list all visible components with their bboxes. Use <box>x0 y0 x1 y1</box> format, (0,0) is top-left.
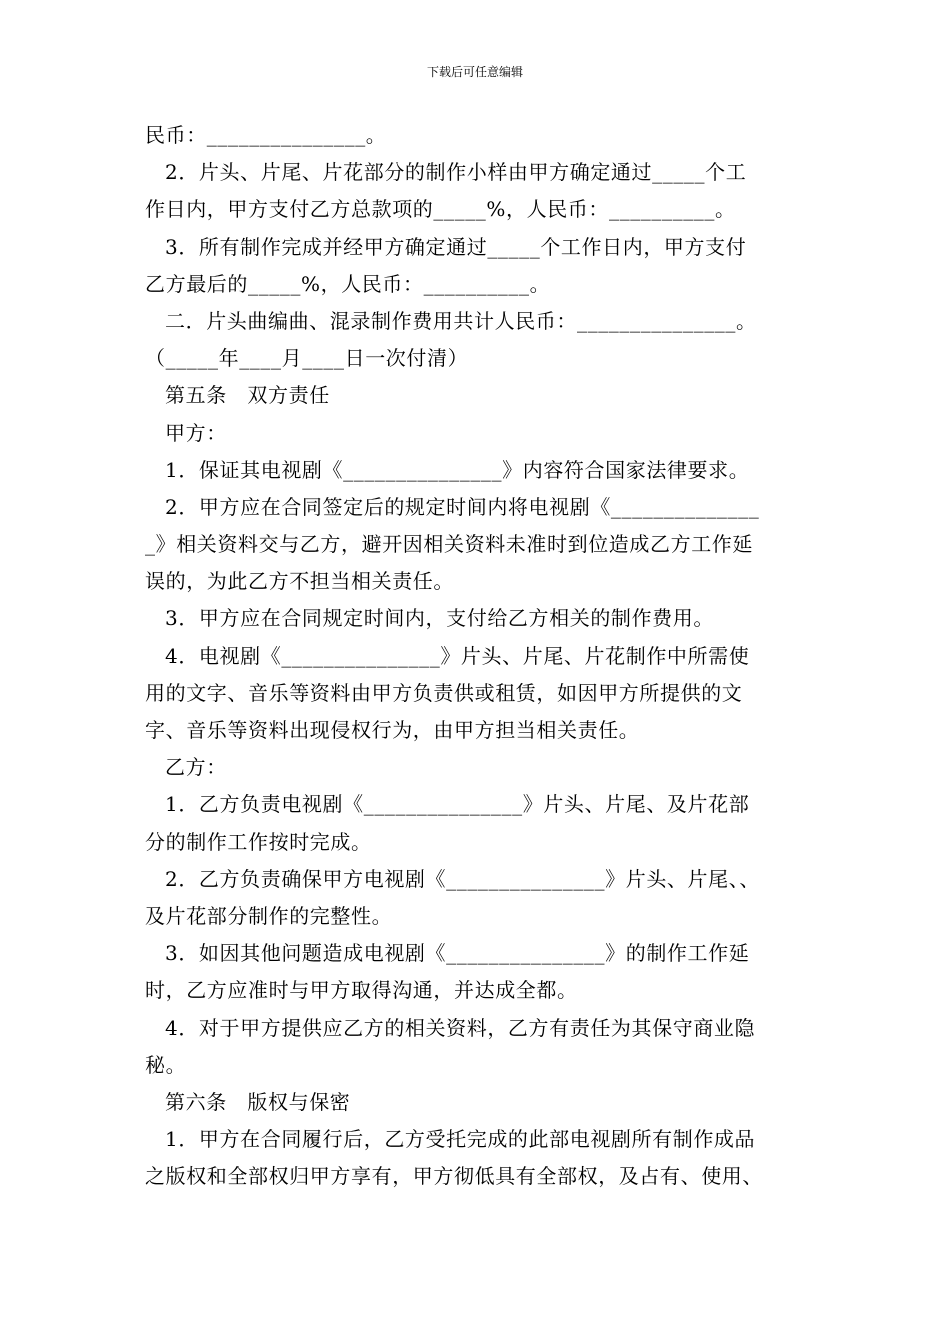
text-line: 字、音乐等资料出现侵权行为，由甲方担当相关责任。 <box>145 718 640 742</box>
text-line: 作日内，甲方支付乙方总款项的_____%，人民币：__________。 <box>145 197 736 222</box>
text-line: 1．保证其电视剧《_______________》内容符合国家法律要求。 <box>165 457 750 482</box>
text-line: （_____年____月____日一次付清） <box>145 346 469 371</box>
text-line: 第六条 版权与保密 <box>165 1089 351 1114</box>
text-line: 1．甲方在合同履行后，乙方受托完成的此部电视剧所有制作成品 <box>165 1127 756 1152</box>
text-line: 乙方： <box>165 755 227 780</box>
text-line: 及片花部分制作的完整性。 <box>145 903 393 928</box>
text-line: 误的，为此乙方不担当相关责任。 <box>145 569 454 594</box>
text-line: 甲方： <box>165 420 227 445</box>
text-line: 2．甲方应在合同签定后的规定时间内将电视剧《______________ <box>165 494 760 519</box>
text-line: 秘。 <box>145 1052 187 1077</box>
text-line: 用的文字、音乐等资料由甲方负责供或租赁，如因甲方所提供的文 <box>145 680 743 705</box>
document-body <box>145 117 825 1195</box>
text-line: 民币：_______________。 <box>145 123 387 147</box>
text-line: _》相关资料交与乙方，避开因相关资料未准时到位造成乙方工作延 <box>145 532 753 557</box>
text-line: 时，乙方应准时与甲方取得沟通，并达成全都。 <box>145 978 578 1003</box>
text-line: 乙方最后的_____%，人民币：__________。 <box>145 271 551 296</box>
text-line: 1．乙方负责电视剧《_______________》片头、片尾、及片花部 <box>165 792 750 817</box>
text-line: 3．如因其他问题造成电视剧《_______________》的制作工作延 <box>165 941 750 966</box>
page-header: 下载后可任意编辑 <box>426 65 523 79</box>
text-line: 4．电视剧《_______________》片头、片尾、片花制作中所需使 <box>165 643 750 668</box>
text-line: 第五条 双方责任 <box>165 383 330 408</box>
text-line: 分的制作工作按时完成。 <box>145 829 372 854</box>
text-line: 二．片头曲编曲、混录制作费用共计人民币：_______________。 <box>165 308 757 333</box>
text-line: 3．所有制作完成并经甲方确定通过_____个工作日内，甲方支付 <box>165 234 747 259</box>
text-line: 4．对于甲方提供应乙方的相关资料，乙方有责任为其保守商业隐 <box>165 1015 756 1040</box>
text-line: 2．乙方负责确保甲方电视剧《_______________》片头、片尾、、 <box>165 866 760 891</box>
text-line: 3．甲方应在合同规定时间内，支付给乙方相关的制作费用。 <box>165 606 714 631</box>
text-line: 之版权和全部权归甲方享有，甲方彻低具有全部权，及占有、使用、 <box>145 1164 763 1189</box>
text-line: 2．片头、片尾、片花部分的制作小样由甲方确定通过_____个工 <box>165 160 747 185</box>
